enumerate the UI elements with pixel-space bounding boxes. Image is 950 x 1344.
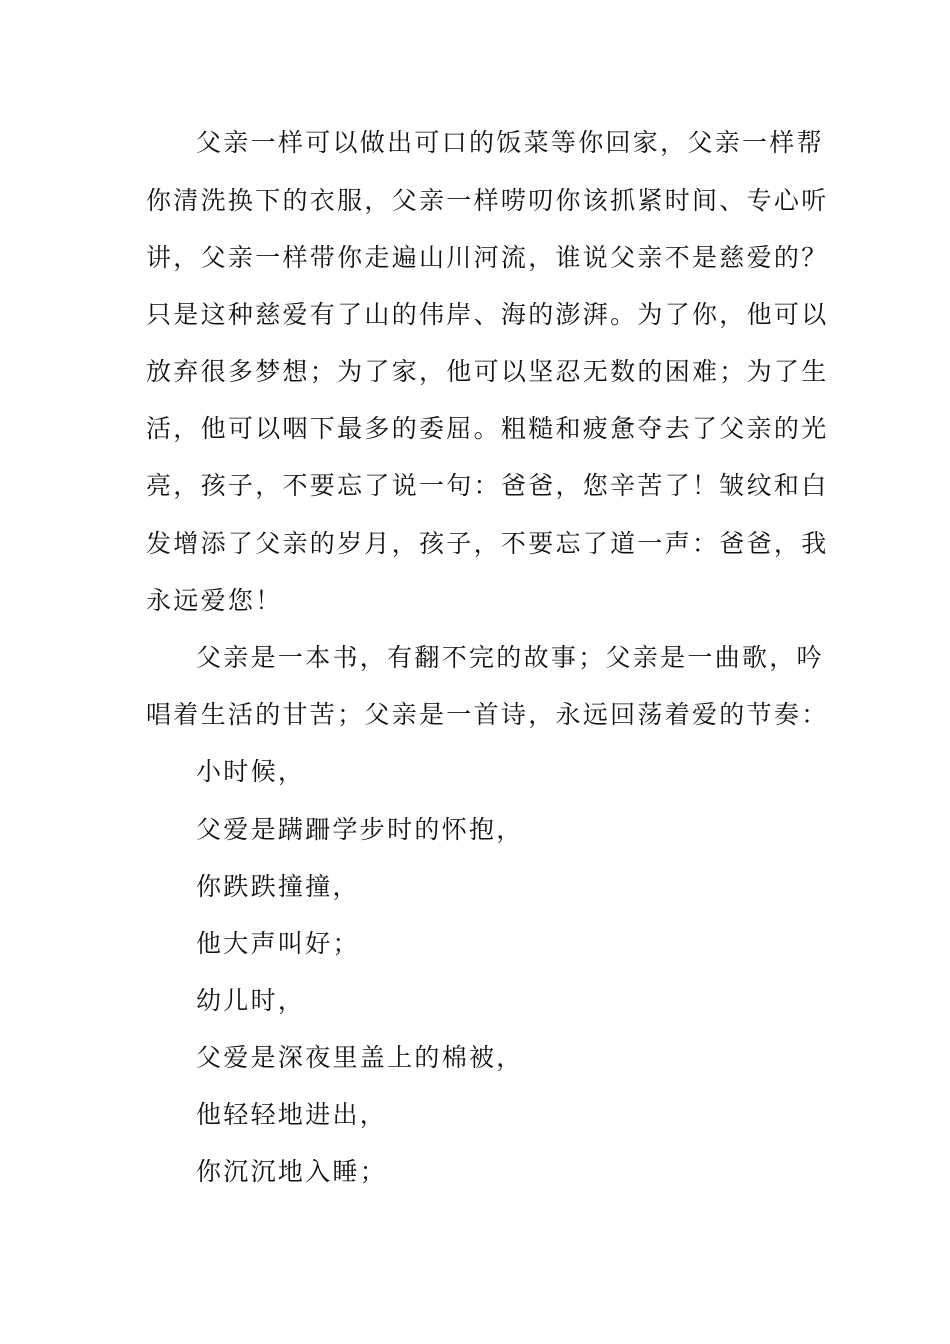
paragraph-2-line-2: 唱着生活的甘苦；父亲是一首诗，永远回荡着爱的节奏：: [146, 700, 829, 729]
poem-line-8: 你沉沉地入睡；: [196, 1157, 388, 1186]
paragraph-1-line-4: 只是这种慈爱有了山的伟岸、海的澎湃。为了你，他可以: [146, 300, 829, 329]
poem-line-2: 父爱是蹒跚学步时的怀抱，: [196, 815, 524, 844]
paragraph-1-line-3: 讲，父亲一样带你走遍山川河流，谁说父亲不是慈爱的？: [146, 243, 829, 272]
paragraph-2-line-1: 父亲是一本书，有翻不完的故事；父亲是一曲歌，吟: [196, 643, 824, 672]
paragraph-1-line-9: 永远爱您！: [146, 586, 283, 615]
paragraph-1-line-2: 你清洗换下的衣服，父亲一样唠叨你该抓紧时间、专心听: [146, 186, 829, 215]
poem-line-3: 你跌跌撞撞，: [196, 872, 360, 901]
paragraph-1-line-6: 活，他可以咽下最多的委屈。粗糙和疲惫夺去了父亲的光: [146, 414, 829, 443]
poem-line-5: 幼儿时，: [196, 986, 306, 1015]
paragraph-1-line-8: 发增添了父亲的岁月，孩子，不要忘了道一声：爸爸，我: [146, 529, 829, 558]
poem-line-6: 父爱是深夜里盖上的棉被，: [196, 1043, 524, 1072]
poem-line-1: 小时候，: [196, 757, 306, 786]
paragraph-1-line-7: 亮，孩子，不要忘了说一句：爸爸，您辛苦了！皱纹和白: [146, 471, 829, 500]
poem-line-4: 他大声叫好；: [196, 929, 360, 958]
paragraph-1-line-1: 父亲一样可以做出可口的饭菜等你回家，父亲一样帮: [196, 128, 824, 157]
poem-line-7: 他轻轻地进出，: [196, 1100, 388, 1129]
paragraph-1-line-5: 放弃很多梦想；为了家，他可以坚忍无数的困难；为了生: [146, 357, 829, 386]
